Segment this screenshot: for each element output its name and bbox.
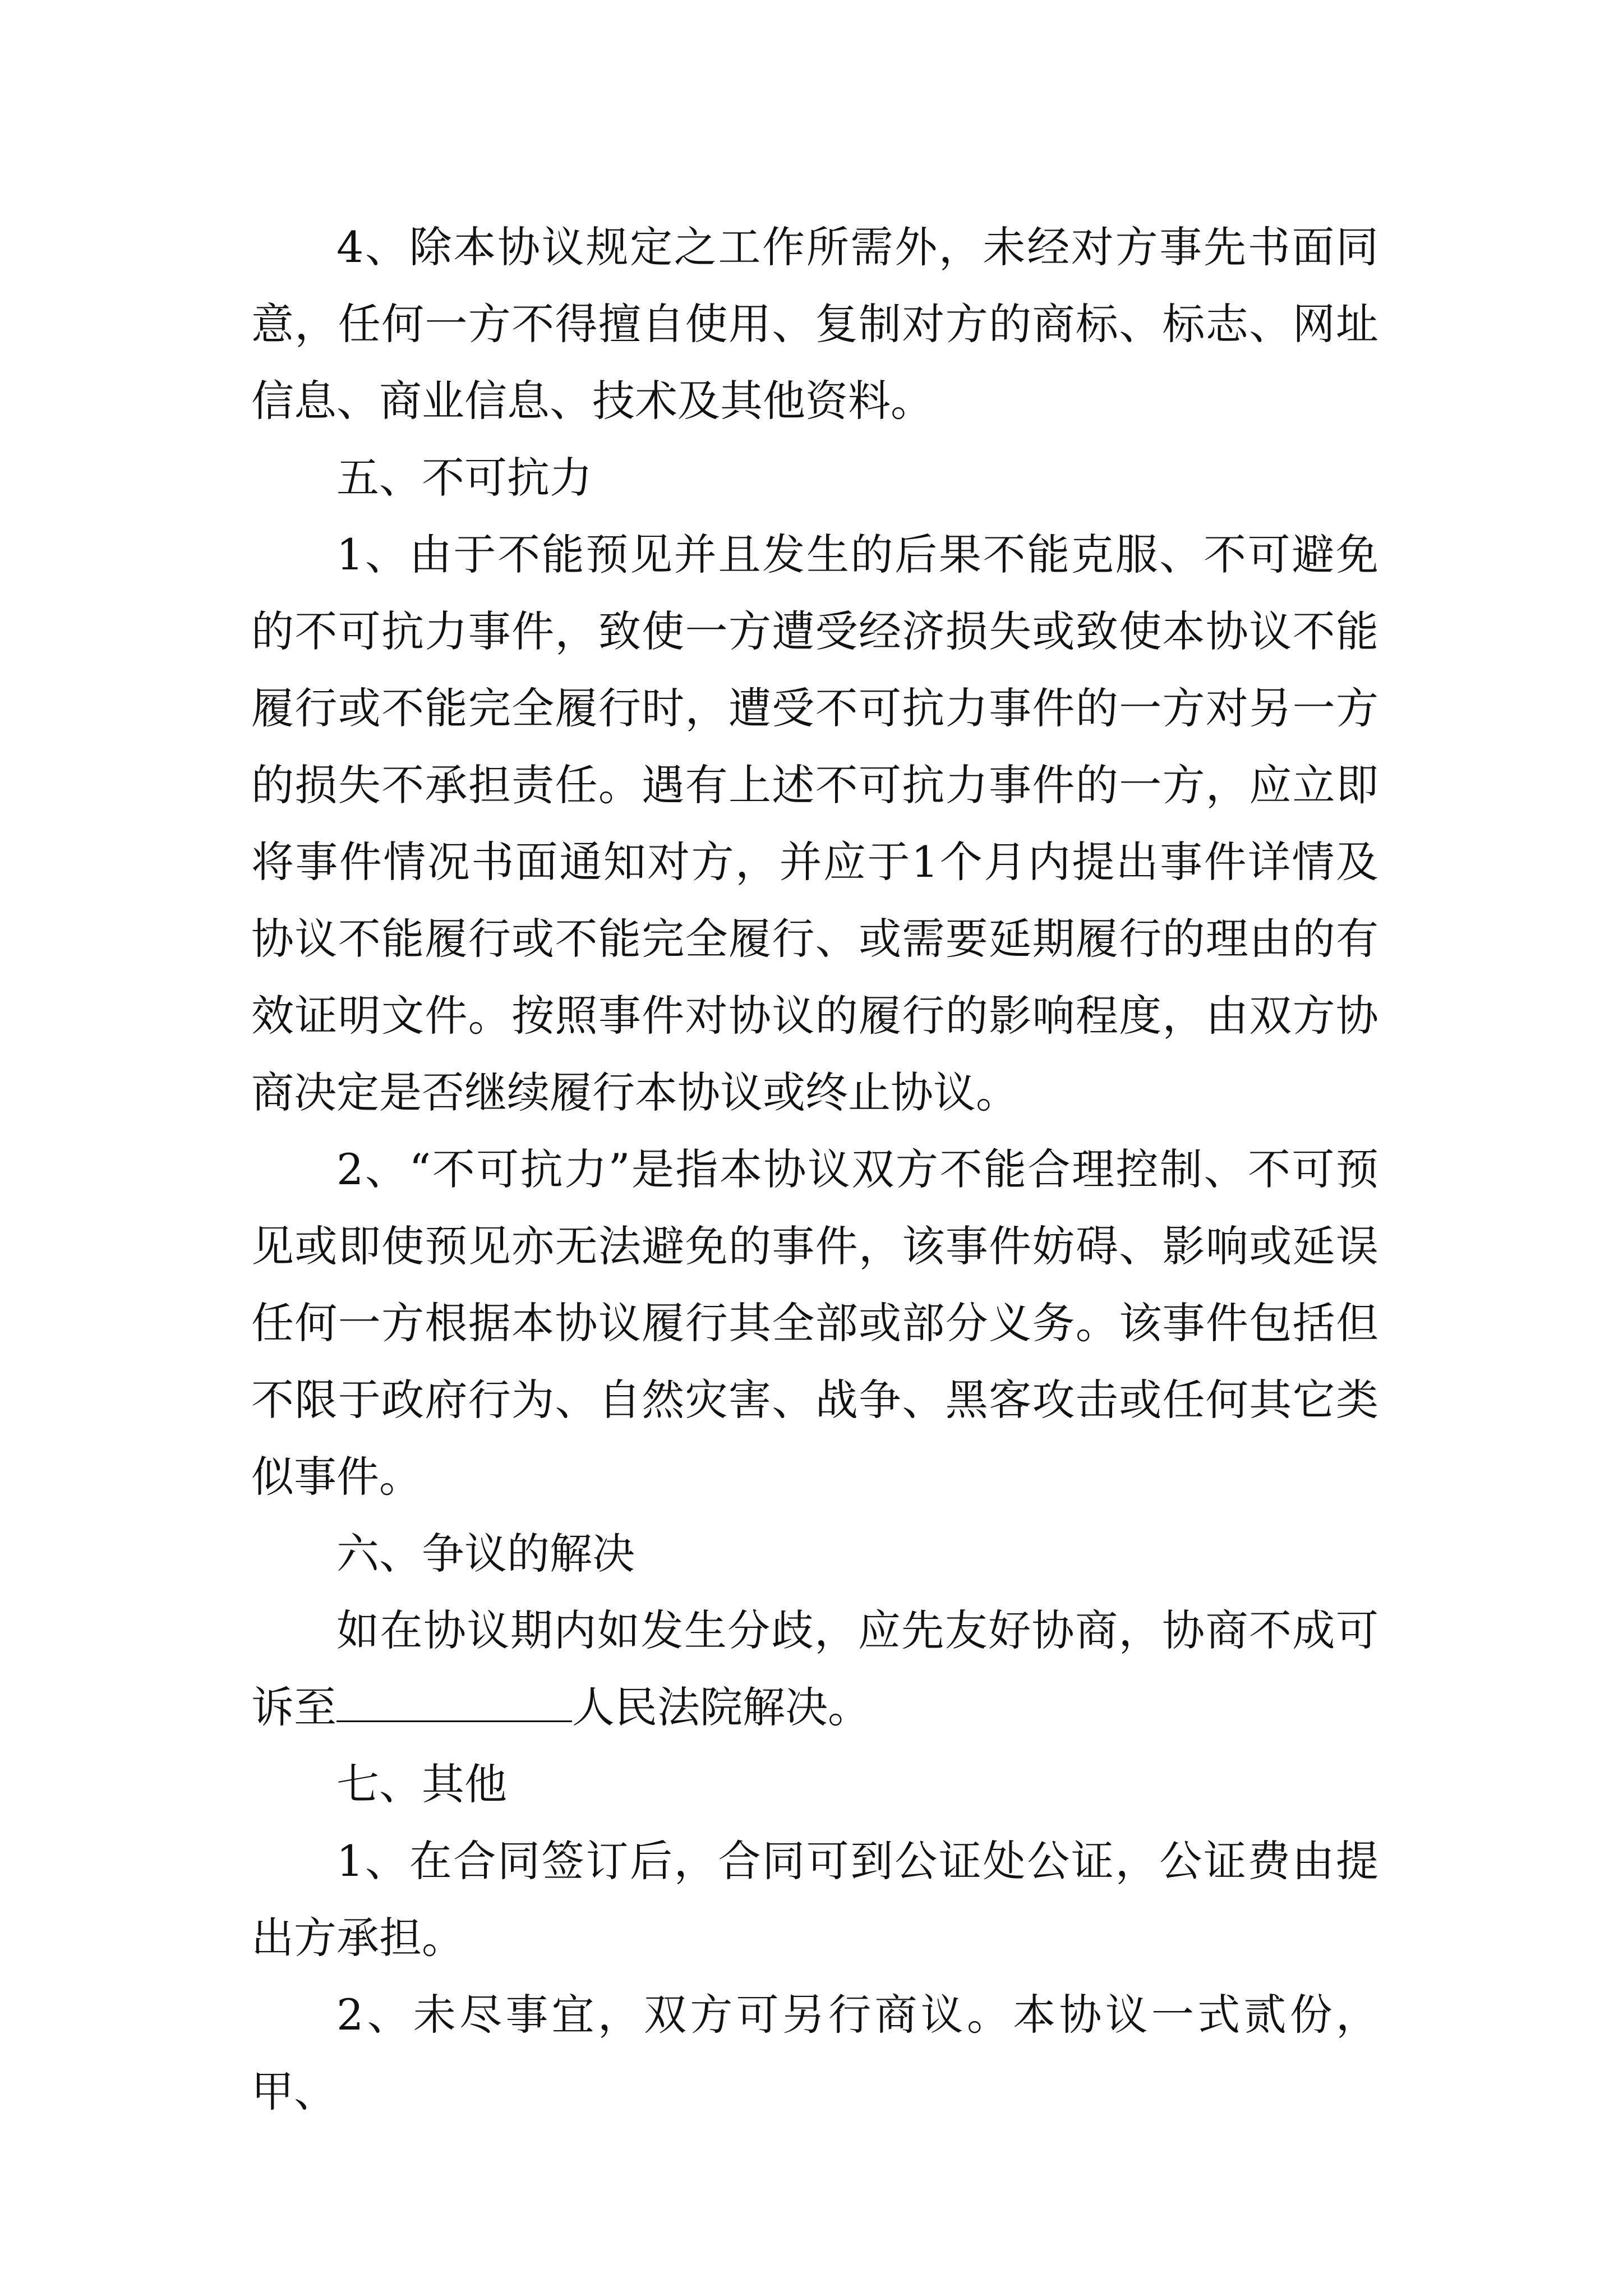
force-majeure-clause-1: 1、由于不能预见并且发生的后果不能克服、不可避免的不可抗力事件，致使一方遭受经济损失或致使本协议不能履行或不能完全履行时，遭受不可抗力事件的一方对另一方的损失不承担责任。遇有上述不可抗力事件的一方，应立即将事件情况书面通知对方，并应于1个月内提出事件详情及协议不能履行或不能完全履行、或需要延期履行的理由的有效证明文件。按照事件对协议的履行的影响程度，由双方协商决定是否继续履行本协议或终止协议。 [251,530,1378,1117]
dispute-text-before-blank: 如在协议期内如发生分歧，应先友好协商，协商不成可诉至 [251,1605,1378,1732]
section-heading-dispute-resolution: 六、争议的解决 [336,1529,635,1579]
dispute-text-after-blank: 人民法院解决。 [572,1682,870,1732]
clause-4-paragraph: 4、除本协议规定之工作所需外，未经对方事先书面同意，任何一方不得擅自使用、复制对方的商标、标志、网址信息、商业信息、技术及其他资料。 [251,222,1378,426]
force-majeure-clause-2: 2、“不可抗力”是指本协议双方不能合理控制、不可预见或即使预见亦无法避免的事件，该事件妨碍、影响或延误任何一方根据本协议履行其全部或部分义务。该事件包括但不限于政府行为、自然灾害、战争、黑客攻击或任何其它类似事件。 [251,1144,1378,1502]
document-body [251,209,1378,2130]
other-clause-2: 2、未尽事宜，双方可另行商议。本协议一式贰份，甲、 [251,1990,1378,2116]
court-name-blank [336,1687,572,1722]
section-heading-other: 七、其他 [336,1759,507,1809]
dispute-resolution-paragraph [251,1592,1378,1746]
section-heading-force-majeure: 五、不可抗力 [336,453,592,503]
other-clause-1: 1、在合同签订后，合同可到公证处公证，公证费由提出方承担。 [251,1836,1378,1963]
